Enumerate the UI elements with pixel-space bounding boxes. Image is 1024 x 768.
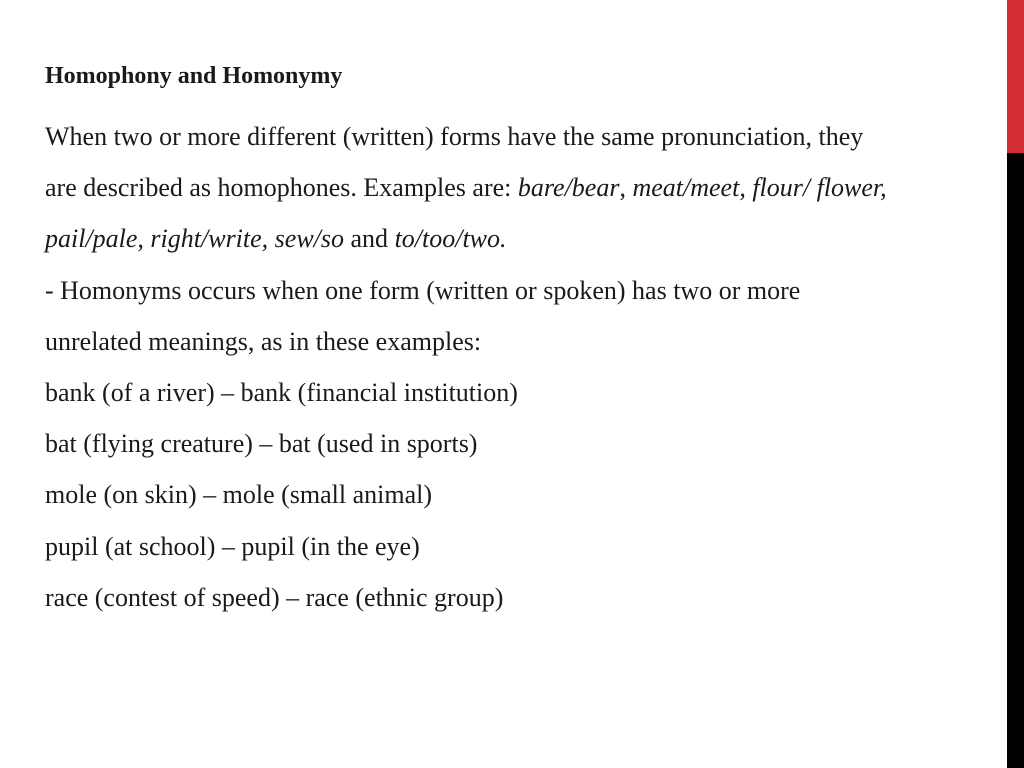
paragraph2-line1: - Homonyms occurs when one form (written or spoken) has two or more <box>45 275 801 305</box>
example-separator: , <box>619 173 633 203</box>
paragraph1-line3 <box>45 213 995 264</box>
slide-content <box>45 58 995 623</box>
paragraph1-line1: When two or more different (written) forms have the same pronunciation, they <box>45 122 864 151</box>
example-line: mole (on skin) – mole (small animal) <box>45 480 433 510</box>
accent-bar-black <box>1007 153 1024 768</box>
example-bare-bear: bare/bear <box>517 173 620 203</box>
example-meat-flour: meat/meet, flour/ flower, <box>632 173 887 203</box>
paragraph2-line2: unrelated meanings, as in these examples: <box>45 326 482 356</box>
example-line: pupil (at school) – pupil (in the eye) <box>45 531 420 561</box>
slide-body <box>45 111 995 623</box>
paragraph1-line2-text: are described as homophones. Examples are: <box>45 173 518 203</box>
slide-title: Homophony and Homonymy <box>45 63 343 89</box>
example-and: and <box>344 224 395 254</box>
example-line: bat (flying creature) – bat (used in sports) <box>45 429 478 459</box>
paragraph1-line2 <box>45 162 995 213</box>
example-line: bank (of a river) – bank (financial institution) <box>45 378 518 408</box>
example-pail-sew: pail/pale, right/write, sew/so <box>45 224 345 254</box>
example-line: race (contest of speed) – race (ethnic group) <box>45 582 504 612</box>
accent-bar-red <box>1007 0 1024 153</box>
example-to-too-two: to/too/two. <box>394 224 507 254</box>
